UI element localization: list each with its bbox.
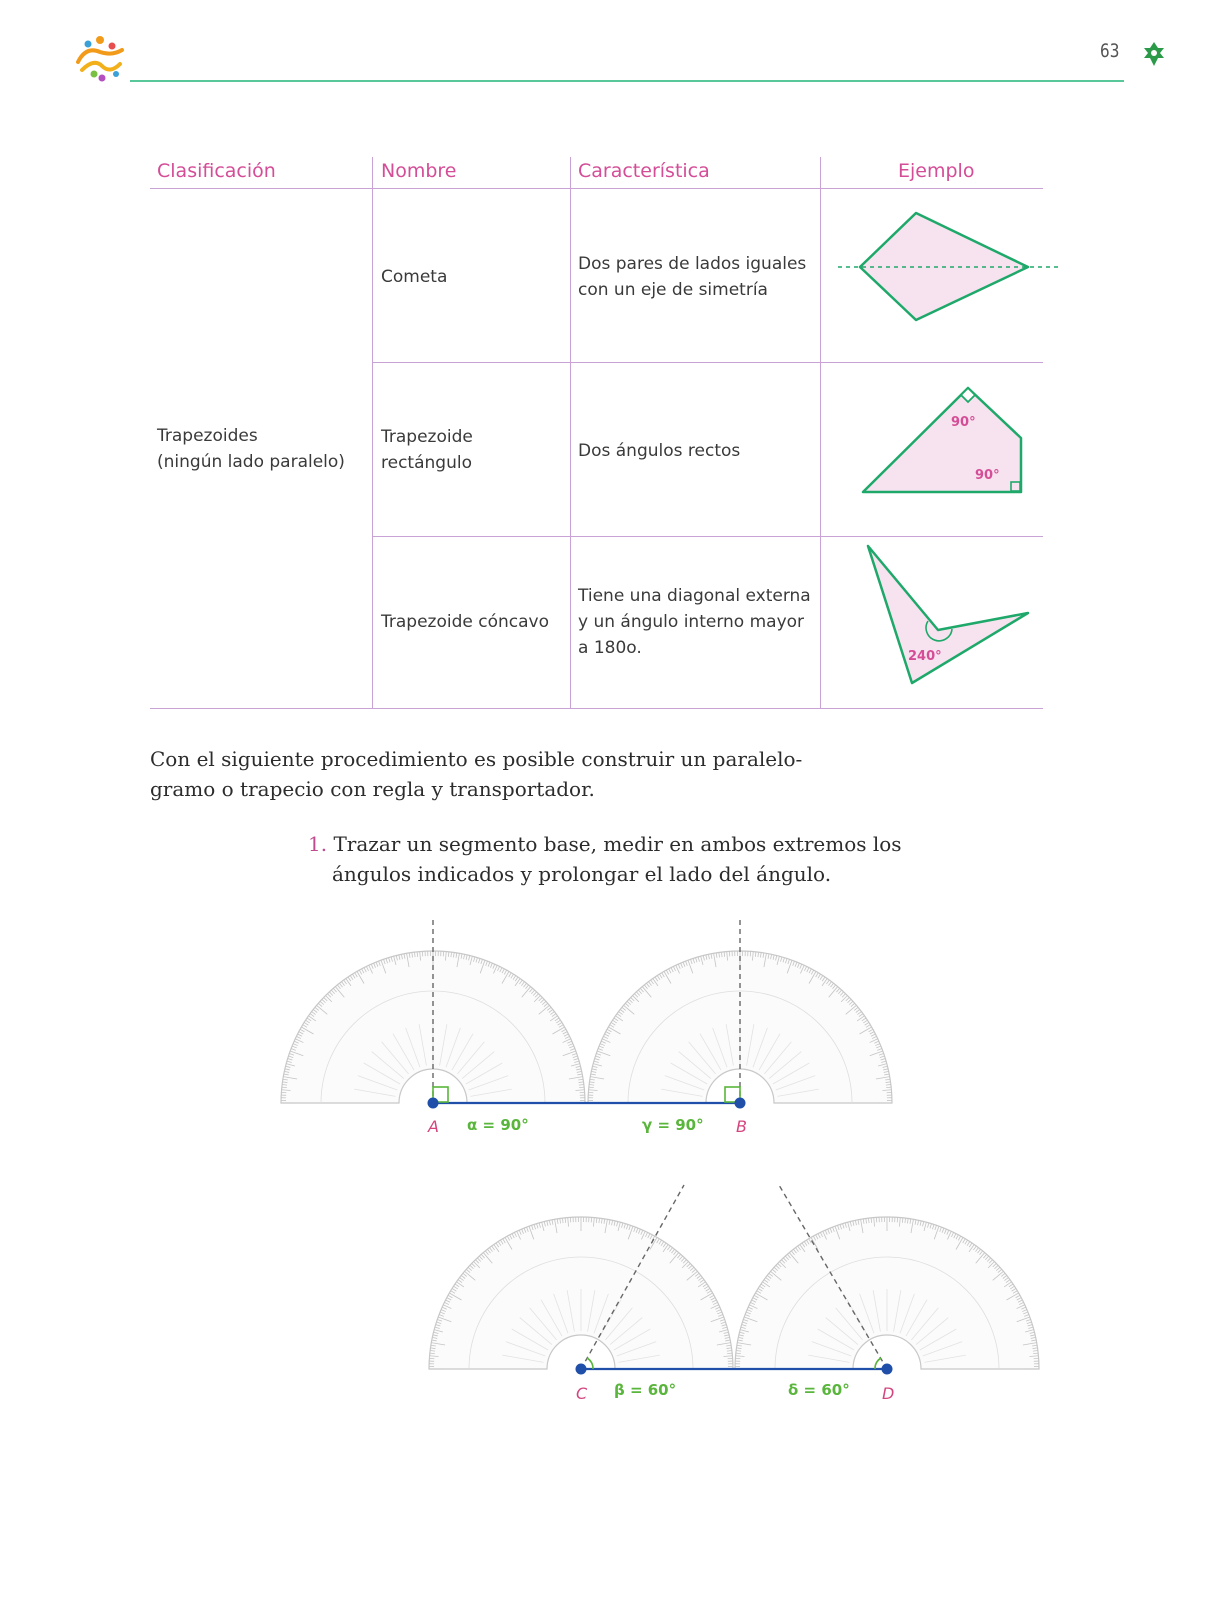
protractor-figures (0, 900, 1214, 1420)
row-name-cometa: Cometa (381, 267, 448, 287)
concave-trapezoid-figure (860, 540, 1040, 690)
row-feature-trapezoide-rectangulo: Dos ángulos rectos (578, 441, 741, 461)
protractor-tick (282, 1087, 287, 1088)
protractor-tick (596, 1218, 597, 1223)
delta-label: δ = 60° (788, 1381, 850, 1399)
classification-cell: Trapezoides (ningún lado paralelo) (157, 426, 345, 472)
protractor-tick (579, 1087, 584, 1088)
col-header-clasificacion: Clasificación (157, 160, 276, 182)
beta-label: β = 60° (614, 1381, 677, 1399)
protractor-tick (736, 1353, 741, 1354)
gamma-label: γ = 90° (642, 1116, 704, 1134)
point-d-label: D (882, 1384, 895, 1403)
kite-figure (836, 205, 1066, 330)
row-feature-trapezoide-concavo: Tiene una diagonal externa y un ángulo interno mayor a 180o. (578, 586, 811, 658)
protractor-tick (902, 1218, 903, 1223)
col-header-ejemplo: Ejemplo (898, 160, 975, 182)
protractor-tick (727, 1353, 732, 1354)
right-trapezoid-figure (855, 378, 1035, 498)
protractor-tick (417, 952, 418, 957)
angle-label: 90° (951, 415, 976, 430)
protractor-tick (448, 952, 449, 957)
step-1: 1. Trazar un segmento base, medir en ambos extremos los ángulos indicados y prolongar el lado del ángulo. (308, 832, 902, 886)
point-marker (882, 1364, 893, 1375)
col-header-caracteristica: Característica (578, 160, 710, 182)
point-marker (576, 1364, 587, 1375)
table-col-rule (570, 157, 571, 709)
angle-label: 240° (908, 649, 942, 664)
protractor-tick (430, 1353, 435, 1354)
row-feature-cometa: Dos pares de lados iguales con un eje de simetría (578, 254, 807, 300)
point-marker (735, 1098, 746, 1109)
header-rule (130, 80, 1124, 82)
leaf-icon (1141, 40, 1167, 70)
protractor-tick (565, 1218, 566, 1223)
row-name-trapezoide-concavo: Trapezoide cóncavo (381, 612, 549, 632)
protractor-tick (871, 1218, 872, 1223)
angle-label: 90° (975, 468, 1000, 483)
table-col-rule (372, 157, 373, 709)
logo-icon (72, 34, 128, 84)
point-a-label: A (428, 1117, 439, 1136)
table-row-rule (373, 362, 1043, 363)
page-number: 63 (1100, 40, 1120, 62)
protractor-tick (724, 952, 725, 957)
protractor-tick (755, 952, 756, 957)
protractor-tick (886, 1087, 891, 1088)
angle-arc (875, 1358, 881, 1369)
col-header-nombre: Nombre (381, 160, 457, 182)
protractor-tick (589, 1087, 594, 1088)
table-bottom-rule (150, 708, 1043, 709)
table-col-rule (820, 157, 821, 709)
point-b-label: B (736, 1117, 747, 1136)
step-number: 1. (308, 832, 328, 856)
row-name-trapezoide-rectangulo: Trapezoide rectángulo (381, 427, 473, 473)
table-header-rule (150, 188, 1043, 189)
point-marker (428, 1098, 439, 1109)
angle-arc (587, 1358, 593, 1369)
alpha-label: α = 90° (467, 1116, 529, 1134)
point-c-label: C (576, 1384, 588, 1403)
protractor-tick (1033, 1353, 1038, 1354)
intro-paragraph: Con el siguiente procedimiento es posible construir un paralelo- gramo o trapecio con regla y transportador. (150, 747, 803, 801)
table-row-rule (373, 536, 1043, 537)
